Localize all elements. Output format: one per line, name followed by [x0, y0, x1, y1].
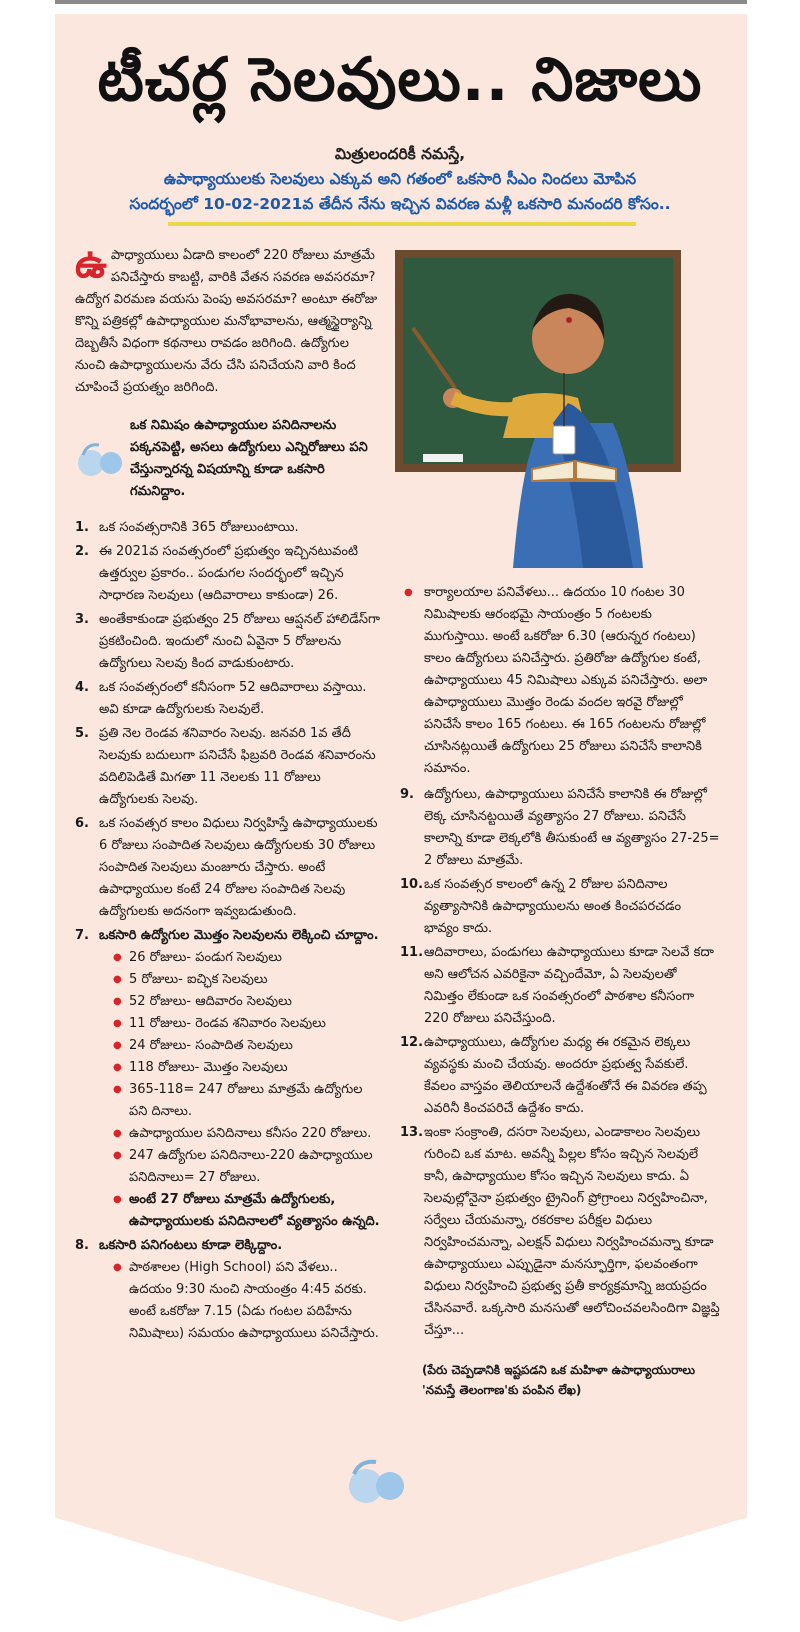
point-3: 3. అంతేకాకుండా ప్రభుత్వం 25 రోజులు ఆప్షనల్ హాలిడేస్‌గా ప్రకటించింది. ఇందులో నుంచి ఏవైనా 5 రోజులను ఉద్యోగులు సెలవు కింద వాడుకుంటారు. [75, 612, 380, 671]
point-9: 9. ఉద్యోగులు, ఉపాధ్యాయులు పనిచేసే కాలానికి ఈ రోజుల్లో లెక్క చూసినట్టయితే వ్యత్యాసం 27 రోజులు. పనిచేసే కాలాన్ని కూడా లెక్కలోకి తీసుకుంటే ఆ వ్యత్యాసం 27-25= 2 రోజులు మాత్రమే. [400, 787, 720, 868]
points-list-left [75, 517, 380, 1345]
office-hours: ● కార్యాలయాల పనివేళలు... ఉదయం 10 గంటల 30 నిమిషాలకు ఆరంభమై సాయంత్రం 5 గంటలకు ముగుస్తాయి. అంటే ఒకరోజు 6.30 (ఆరున్నర గంటలు) కాలం ఉద్యోగులు పనిచేస్తారు. ప్రతిరోజు ఉద్యోగుల కంటే, ఉపాధ్యాయులు 45 నిమిషాలు ఎక్కువ పనిచేస్తారు. అలా ఉపాధ్యాయులు మొత్తం రెండు వందల ఇరవై రోజుల్లో పనిచేసే కాలం 165 గంటలు. ఈ 165 గంటలను రోజుల్లో చూసినట్లయితే ఉద్యోగులు 25 రోజులు పనిచేసే కాలానికి సమానం. [400, 582, 720, 780]
leave-item: ● ఉపాధ్యాయుల పనిదినాలు కనీసం 220 రోజులు. [113, 1123, 380, 1145]
point-11: 11. ఆదివారాలు, పండుగలు ఉపాధ్యాయులు కూడా సెలవే కదా అని ఆలోచన ఎవరికైనా వచ్చిందేమో, ఏ సెలవులతో నిమిత్తం లేకుండా ఒక సంవత్సరంలో పాఠశాల కనీసంగా 220 రోజులు పనిచేస్తుంది. [400, 945, 714, 1026]
leave-item: ● అంటే 27 రోజులు మాత్రమే ఉద్యోగులకు, ఉపాధ్యాయులకు పనిదినాలలో వ్యత్యాసం ఉన్నది. [113, 1189, 380, 1233]
leave-item: ● 11 రోజులు- రెండవ శనివారం సెలవులు [113, 1013, 380, 1035]
school-hours-list [99, 1257, 380, 1345]
leave-item: ● 52 రోజులు- ఆదివారం సెలవులు [113, 991, 380, 1013]
leave-item: ● 365-118= 247 రోజులు మాత్రమే ఉద్యోగుల పని దినాలు. [113, 1079, 380, 1123]
point-4: 4. ఒక సంవత్సరంలో కనీసంగా 52 ఆదివారాలు వస్తాయి. అవి కూడా ఉద్యోగులకు సెలవులే. [75, 680, 367, 717]
point-8: 8. ఒకసారి పనిగంటలు కూడా లెక్కిద్దాం. ● పాఠశాలల (High School) పని వేళలు.. ఉదయం 9:30 నుంచి సాయంత్రం 4:45 వరకు. అంటే ఒకరోజు 7.15 (ఏడు గంటల పదిహేను నిమిషాలు) సమయం ఉపాధ్యాయులు పనిచేస్తారు. [75, 1235, 380, 1345]
leave-item: ● 247 ఉద్యోగుల పనిదినాలు-220 ఉపాధ్యాయుల పనిదినాలు= 27 రోజులు. [113, 1145, 380, 1189]
point-2: 2. ఈ 2021వ సంవత్సరంలో ప్రభుత్వం ఇచ్చినటువంటి ఉత్తర్వుల ప్రకారం.. పండుగల సందర్భంలో ఇచ్చిన సాధారణ సెలవులు (ఆదివారాలు కాకుండా) 26. [75, 544, 358, 603]
point-6: 6. ఒక సంవత్సర కాలం విధులు నిర్వహిస్తే ఉపాధ్యాయులకు 6 రోజులు సంపాదిత సెలవులు ఉద్యోగులకు 30 రోజులు సంపాదిత సెలవులు మంజూరు చేస్తారు. అంటే ఉపాధ్యాయుల కంటే 24 రోజుల సంపాదిత సెలవు ఉద్యోగులకు అదనంగా ఇవ్వబడుతుంది. [75, 816, 378, 919]
lead-text: పాధ్యాయులు ఏడాది కాలంలో 220 రోజులు మాత్రమే పనిచేస్తారు కాబట్టి, వారికి వేతన సవరణ అవసరమా? ఉద్యోగ విరమణ వయసు పెంపు అవసరమా? అంటూ ఈరోజు కొన్ని పత్రికల్లో ఉపాధ్యాయుల మనోభావాలను, ఆత్మస్థైర్యాన్ని దెబ్బతీసే విధంగా కథనాలు రావడం జరిగింది. ఉద్యోగుల నుంచి ఉపాధ్యాయులను వేరు చేసి పనిచేయని వారి కింద చూపించే ప్రయత్నం జరిగింది. [75, 248, 378, 395]
right-column [400, 582, 720, 1400]
point-1: 1. ఒక సంవత్సరానికి 365 రోజులుంటాయి. [75, 520, 299, 535]
leave-item: ● 26 రోజులు- పండుగ సెలవులు [113, 947, 380, 969]
leave-item: ● 118 రోజులు- మొత్తం సెలవులు [113, 1057, 380, 1079]
intro [80, 142, 720, 217]
left-column [75, 241, 380, 1347]
leave-item: ● 5 రోజులు- ఐచ్ఛిక సెలవులు [113, 969, 380, 991]
intro-underline [168, 222, 636, 226]
lead-paragraph [75, 241, 380, 399]
point-13: 13. ఇంకా సంక్రాంతి, దసరా సెలవులు, ఎండాకాలం సెలవులు గురించి ఒక మాట. అవన్నీ పిల్లల కోసం ఇచ్చిన సెలవులే కానీ, ఉపాధ్యాయుల కోసం ఇచ్చిన సెలవులు కాదు. ఏ సెలవుల్లోనైనా ప్రభుత్వం ట్రైనింగ్ ప్రోగ్రాంలు నిర్వహించినా, సర్వేలు చేయమన్నా, రకరకాల పరీక్షల విధులు నిర్వహించమన్నా, ఎలక్షన్ విధులు నిర్వహించమన్నా కూడా ఉపాధ్యాయులు ఎప్పుడైనా మనస్ఫూర్తిగా, ఫలవంతంగా విధులు నిర్వహించి ప్రభుత్వ ప్రతీ కార్యక్రమాన్ని జయప్రదం చేసినవారే. ఒక్కసారి మనసుతో ఆలోచించవలసిందిగా విజ్ఞప్తి చేస్తూ... [400, 1125, 720, 1338]
quote-icon-bottom [346, 1456, 406, 1506]
leave-list [99, 947, 380, 1233]
quote-icon [77, 441, 123, 477]
headline: టీచర్ల సెలవులు.. నిజాలు [97, 45, 703, 115]
intro-line-1: ఉపాధ్యాయులకు సెలవులు ఎక్కువ అని గతంలో ఒకసారి సీఎం నిందలు మోపిన [163, 170, 637, 188]
drop-cap: ఉ [75, 241, 107, 287]
pull-quote-text: ఒక నిమిషం ఉపాధ్యాయుల పనిదినాలను పక్కనపెట్టి, అసలు ఉద్యోగులు ఎన్నిరోజులు పని చేస్తున్నారన్న విషయాన్ని కూడా ఒకసారి గమనిద్దాం. [130, 418, 368, 499]
point-12: 12. ఉపాధ్యాయులు, ఉద్యోగుల మధ్య ఈ రకమైన లెక్కలు వ్యవస్థకు మంచి చేయవు. అందరూ ప్రభుత్వ సేవకులే. కేవలం వాస్తవం తెలియాలనే ఉద్దేశంతోనే ఈ వివరణ తప్ప ఎవరినీ కించపరిచే ఉద్దేశం కాదు. [400, 1035, 707, 1116]
point-7: 7. ఒకసారి ఉద్యోగుల మొత్తం సెలవులను లెక్కించి చూద్దాం. ● 26 రోజులు- పండుగ సెలవులు ● 5 రోజులు- ఐచ్ఛిక సెలవులు ● 52 రోజులు- ఆదివారం సెలవులు ● 11 రోజులు- రెండవ శనివారం సెలవులు ● 24 రోజులు- సంపాదిత సెలవులు ● 118 రోజులు- మొత్తం సెలవులు ● 365-118= 247 రోజులు మాత్రమే ఉద్యోగుల పని దినాలు. ● ఉపాధ్యాయుల పనిదినాలు కనీసం 220 రోజులు. ● 247 ఉద్యోగుల పనిదినాలు-220 ఉపాధ్యాయుల పనిదినాలు= 27 రోజులు. ● అంటే 27 రోజులు మాత్రమే ఉద్యోగులకు, ఉపాధ్యాయులకు పనిదినాలలో వ్యత్యాసం ఉన్నది. [75, 925, 380, 1233]
point-5: 5. ప్రతి నెల రెండవ శనివారం సెలవు. జనవరి 1వ తేదీ సెలవుకు బదులుగా పనిచేసే ఫిబ్రవరి రెండవ శనివారంను వదిలిపెడితే మిగతా 11 నెలలకు 11 రోజులు ఉద్యోగులకు సెలవు. [75, 726, 376, 807]
teacher-illustration [393, 248, 683, 568]
pull-quote [75, 415, 380, 503]
signoff: (పేరు చెప్పడానికి ఇష్టపడని ఒక మహిళా ఉపాధ్యాయురాలు 'నమస్తే తెలంగాణ'కు పంపిన లేఖ) [422, 1363, 696, 1397]
point-10: 10. ఒక సంవత్సర కాలంలో ఉన్న 2 రోజుల పనిదినాల వ్యత్యాసానికి ఉపాధ్యాయులను అంత కించపరచడం భావ్యం కాదు. [400, 877, 682, 936]
points-list-right [400, 784, 720, 1342]
leave-item: ● 24 రోజులు- సంపాదిత సెలవులు [113, 1035, 380, 1057]
intro-line-2: సందర్భంలో 10-02-2021వ తేదీన నేను ఇచ్చిన వివరణ మళ్లీ ఒకసారి మనందరి కోసం.. [129, 195, 671, 213]
school-hours: ● పాఠశాలల (High School) పని వేళలు.. ఉదయం 9:30 నుంచి సాయంత్రం 4:45 వరకు. అంటే ఒకరోజు 7.15 (ఏడు గంటల పదిహేను నిమిషాలు) సమయం ఉపాధ్యాయులు పనిచేస్తారు. [113, 1257, 380, 1345]
intro-greeting: మిత్రులందరికీ నమస్తే, [334, 145, 466, 163]
top-rule [55, 0, 747, 4]
